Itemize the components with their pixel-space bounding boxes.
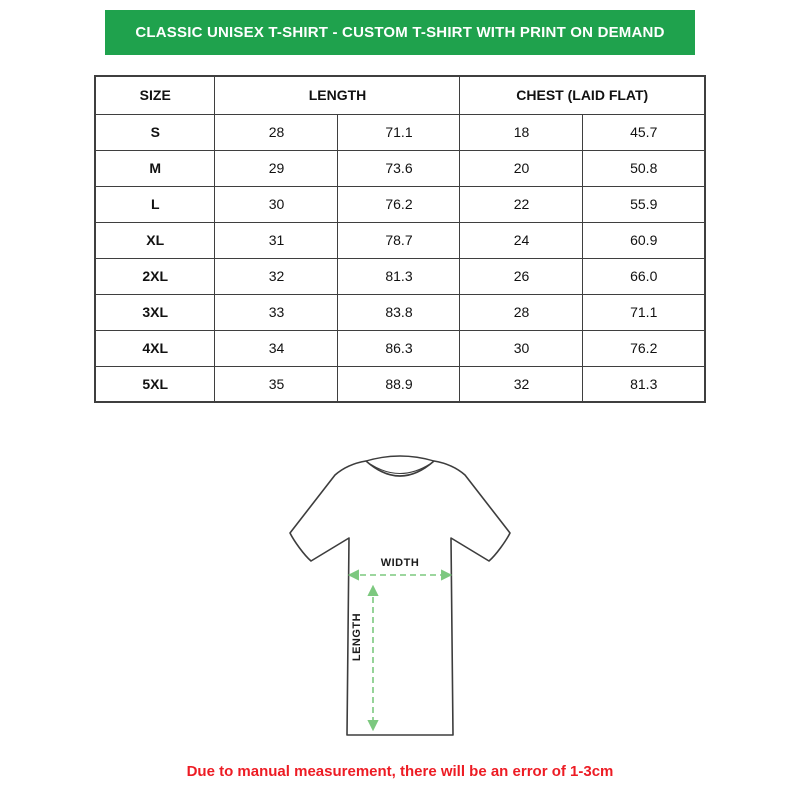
table-row bbox=[95, 150, 705, 186]
measurement-cell: 22 bbox=[460, 186, 583, 222]
measurement-cell: 18 bbox=[460, 114, 583, 150]
measurement-cell: 86.3 bbox=[338, 330, 460, 366]
measurement-cell: 35 bbox=[215, 366, 338, 402]
measurement-cell: 60.9 bbox=[583, 222, 705, 258]
table-row bbox=[95, 186, 705, 222]
measurement-cell: 30 bbox=[215, 186, 338, 222]
size-label-cell: M bbox=[95, 150, 215, 186]
tshirt-diagram bbox=[0, 445, 800, 747]
measurement-cell: 76.2 bbox=[338, 186, 460, 222]
measurement-cell: 24 bbox=[460, 222, 583, 258]
size-table-header bbox=[95, 76, 705, 114]
table-row bbox=[95, 294, 705, 330]
size-label-cell: S bbox=[95, 114, 215, 150]
size-label-cell: 5XL bbox=[95, 366, 215, 402]
measurement-cell: 88.9 bbox=[338, 366, 460, 402]
measurement-cell: 28 bbox=[215, 114, 338, 150]
tshirt-svg bbox=[245, 445, 555, 745]
tshirt-outline bbox=[290, 461, 510, 735]
measurement-cell: 76.2 bbox=[583, 330, 705, 366]
size-label-cell: XL bbox=[95, 222, 215, 258]
measurement-note: Due to manual measurement, there will be an error of 1-3cm bbox=[186, 763, 614, 780]
width-label: WIDTH bbox=[380, 557, 420, 569]
tshirt-back-collar bbox=[366, 456, 434, 461]
col-header-size: SIZE bbox=[95, 76, 215, 114]
title-banner bbox=[105, 10, 695, 55]
col-header-chest: CHEST (LAID FLAT) bbox=[460, 76, 705, 114]
measurement-cell: 33 bbox=[215, 294, 338, 330]
col-header-length: LENGTH bbox=[215, 76, 460, 114]
measurement-cell: 26 bbox=[460, 258, 583, 294]
header-row bbox=[95, 76, 705, 114]
measurement-cell: 29 bbox=[215, 150, 338, 186]
size-label-cell: 3XL bbox=[95, 294, 215, 330]
measurement-cell: 20 bbox=[460, 150, 583, 186]
table-row bbox=[95, 330, 705, 366]
table-row bbox=[95, 114, 705, 150]
measurement-cell: 78.7 bbox=[338, 222, 460, 258]
measurement-cell: 32 bbox=[460, 366, 583, 402]
table-row bbox=[95, 258, 705, 294]
measurement-cell: 81.3 bbox=[583, 366, 705, 402]
measurement-cell: 81.3 bbox=[338, 258, 460, 294]
measurement-cell: 32 bbox=[215, 258, 338, 294]
size-chart-table bbox=[94, 75, 706, 403]
measurement-cell: 28 bbox=[460, 294, 583, 330]
measurement-cell: 73.6 bbox=[338, 150, 460, 186]
size-label-cell: 4XL bbox=[95, 330, 215, 366]
table-row bbox=[95, 366, 705, 402]
page-title: CLASSIC UNISEX T-SHIRT - CUSTOM T-SHIRT WITH PRINT ON DEMAND bbox=[135, 24, 665, 41]
size-table-body bbox=[95, 114, 705, 402]
length-label: LENGTH bbox=[351, 612, 363, 662]
measurement-cell: 31 bbox=[215, 222, 338, 258]
measurement-cell: 83.8 bbox=[338, 294, 460, 330]
table-row bbox=[95, 222, 705, 258]
measurement-cell: 71.1 bbox=[583, 294, 705, 330]
measurement-cell: 71.1 bbox=[338, 114, 460, 150]
size-label-cell: 2XL bbox=[95, 258, 215, 294]
measurement-cell: 66.0 bbox=[583, 258, 705, 294]
measurement-cell: 45.7 bbox=[583, 114, 705, 150]
measurement-cell: 50.8 bbox=[583, 150, 705, 186]
measurement-cell: 55.9 bbox=[583, 186, 705, 222]
size-label-cell: L bbox=[95, 186, 215, 222]
measurement-cell: 30 bbox=[460, 330, 583, 366]
measurement-cell: 34 bbox=[215, 330, 338, 366]
